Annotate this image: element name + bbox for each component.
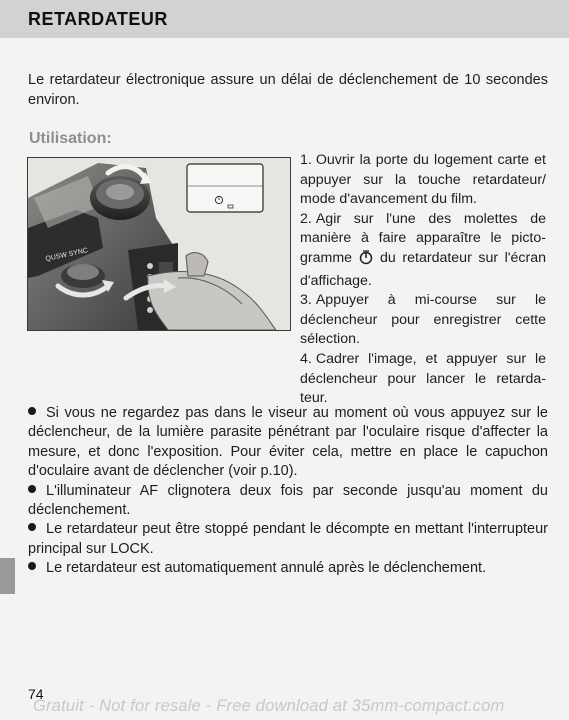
note-item [28,520,548,559]
step-text: du retardateur sur l'écran d'affichage. [300,249,546,289]
step-number: 3. [300,292,312,309]
step-text: Ouvrir la porte du logement carte et appuyer sur la touche retardateur/ mode d'avancement du film. [300,152,546,208]
notes-list [28,404,548,579]
page-title: RETARDATEUR [28,9,168,29]
header-bar [0,0,569,38]
note-text: L'illuminateur AF clignotera deux fois par seconde jusqu'au moment du déclenchement. [28,482,548,519]
note-text: Le retardateur peut être stoppé pendant le décompte en mettant l'interrupteur principal sur LOCK. [28,521,548,557]
instruction-steps [300,151,546,409]
step-number: 2. [300,210,312,227]
chapter-tab-mark [0,558,15,594]
note-item [28,559,548,578]
step-1 [300,151,546,210]
note-item [28,482,548,521]
bullet-icon [28,562,36,570]
bullet-icon [28,485,36,493]
footer-watermark: Gratuit - Not for resale - Free download at 35mm-compact.com [33,697,505,715]
section-title: Utilisation: [29,130,112,147]
self-timer-icon [358,249,374,272]
step-2 [300,210,546,291]
camera-illustration-drawing [28,158,290,330]
camera-illustration [27,157,291,331]
note-item [28,404,548,482]
figure-label: QUSW SYNC [44,247,89,263]
step-number: 1. [300,152,312,168]
step-text: Cadrer l'image, et appuyer sur le déclencheur pour lancer le retarda-teur. [300,350,546,407]
page-number: 74 [28,686,44,702]
step-3 [300,291,546,350]
intro-paragraph: Le retardateur électronique assure un délai de déclenchement de 10 secondes environ. [28,72,548,108]
step-text: Appuyer à mi-course sur le déclencheur pour enregistrer cette sélection. [300,292,546,348]
note-text: Le retardateur est automatiquement annulé après le déclenchement. [46,560,487,577]
step-number: 4. [300,350,312,367]
bullet-icon [28,407,36,415]
step-text: Agir sur l'une des molettes de manière à faire apparaître le picto-gramme [300,210,546,266]
bullet-icon [28,523,36,531]
step-4 [300,350,546,409]
note-text: Si vous ne regardez pas dans le viseur au moment où vous appuyez sur le déclencheur, de la lumière parasite pénétrant par l'oculaire risque d'affecter la mesure, et donc l'exposition. Pour éviter cela, mettre en place le capuchon d'oculaire avant de déclencher (voir p.10). [28,405,548,480]
